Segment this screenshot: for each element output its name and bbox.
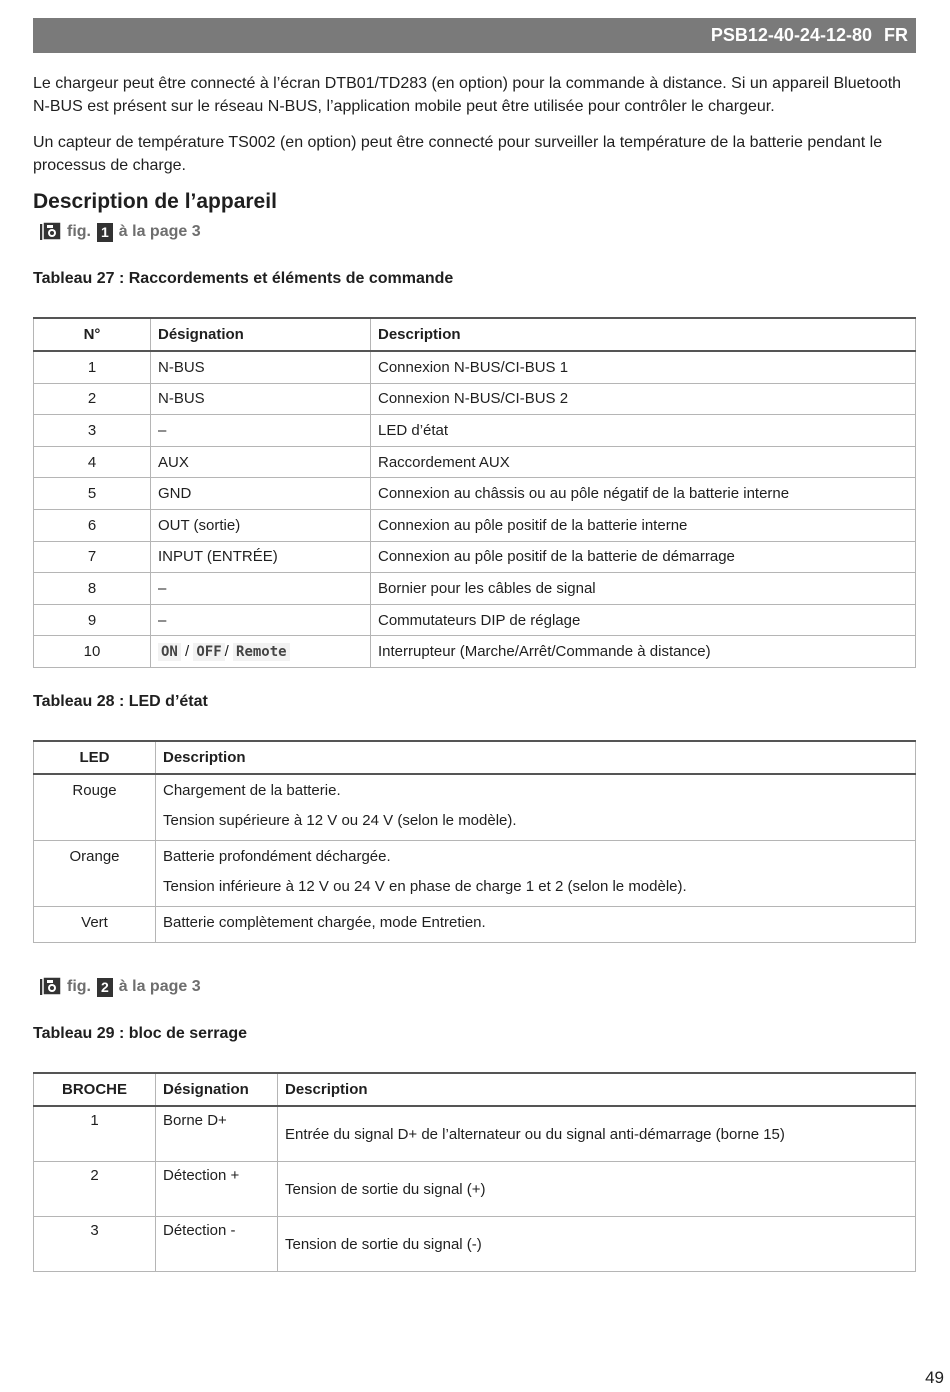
table-cell-designation: – [151,604,371,636]
table-cell-number: 3 [34,415,151,447]
table-cell-number: 10 [34,636,151,668]
table-cell-pin: 1 [34,1106,156,1162]
table-cell-number: 2 [34,383,151,415]
table-row [34,1106,916,1162]
table-28-caption: Tableau 28 : LED d’état [33,693,208,710]
figure-number: 1 [97,223,113,242]
table-row [34,383,916,415]
table-cell-description: Connexion au châssis ou au pôle négatif de la batterie interne [371,478,916,510]
table-cell-description: Tension de sortie du signal (-) [278,1217,916,1272]
table-cell-description: Tension de sortie du signal (+) [278,1162,916,1217]
table-cell-description: Commutateurs DIP de réglage [371,604,916,636]
camera-icon [40,977,61,997]
table-cell-designation: AUX [151,446,371,478]
table-row [34,415,916,447]
table-27 [33,317,916,668]
table-cell-designation: – [151,415,371,447]
figure-prefix: fig. [67,223,91,240]
description-line: Batterie complètement chargée, mode Entretien. [163,914,486,931]
table-header-row [34,318,916,351]
figure-page-ref: à la page 3 [118,223,201,240]
column-header: Description [371,318,916,351]
table-27-caption: Tableau 27 : Raccordements et éléments de commande [33,270,454,287]
table-row [34,446,916,478]
figure-reference-1[interactable] [40,221,201,243]
column-header: Description [278,1073,916,1106]
table-cell-led: Orange [34,841,156,907]
table-29 [33,1072,916,1272]
table-cell-description: Connexion au pôle positif de la batterie interne [371,509,916,541]
table-row [34,774,916,841]
table-28 [33,740,916,943]
page-number: 49 [925,1368,944,1387]
table-cell-number: 9 [34,604,151,636]
table-cell-description [156,774,916,841]
column-header: N° [34,318,151,351]
separator: / [180,643,194,661]
table-row [34,1162,916,1217]
table-cell-description: Connexion au pôle positif de la batterie de démarrage [371,541,916,573]
table-header-row [34,741,916,774]
table-row [34,1217,916,1272]
intro-paragraph-1: Le chargeur peut être connecté à l’écran DTB01/TD283 (en option) pour la commande à distance. Si un appareil Bluetooth N-BUS est présent sur le réseau N-BUS, l’application mobile peut être utilisée pour contrôler le chargeur. [33,75,902,115]
table-cell-description: Entrée du signal D+ de l’alternateur ou du signal anti-démarrage (borne 15) [278,1106,916,1162]
figure-reference-2[interactable] [40,976,201,998]
table-cell-description: Raccordement AUX [371,446,916,478]
table-row [34,478,916,510]
table-cell-description [156,907,916,943]
table-29-caption: Tableau 29 : bloc de serrage [33,1025,248,1042]
camera-icon [40,222,61,242]
switch-off-label: OFF [193,643,224,661]
table-cell-number: 7 [34,541,151,573]
table-cell-designation: Détection + [156,1162,278,1217]
table-cell-designation: N-BUS [151,351,371,383]
column-header: Désignation [156,1073,278,1106]
table-row [34,907,916,943]
language-code: FR [884,25,908,45]
table-row [34,841,916,907]
figure-number: 2 [97,978,113,997]
description-line: Tension inférieure à 12 V ou 24 V en phase de charge 1 et 2 (selon le modèle). [163,878,687,895]
section-title: Description de l’appareil [33,190,277,213]
table-cell-designation: GND [151,478,371,510]
figure-page-ref: à la page 3 [118,978,201,995]
table-cell-designation: – [151,573,371,605]
table-cell-designation: INPUT (ENTRÉE) [151,541,371,573]
table-cell-led: Rouge [34,774,156,841]
description-line: Tension supérieure à 12 V ou 24 V (selon le modèle). [163,812,517,829]
table-cell-designation [151,636,371,668]
table-row [34,541,916,573]
model-number: PSB12-40-24-12-80 [710,25,872,45]
table-row [34,351,916,383]
table-cell-designation: Détection - [156,1217,278,1272]
table-cell-description [156,841,916,907]
table-cell-designation: OUT (sortie) [151,509,371,541]
table-row [34,604,916,636]
table-cell-description: Interrupteur (Marche/Arrêt/Commande à distance) [371,636,916,668]
table-cell-description: Connexion N-BUS/CI-BUS 2 [371,383,916,415]
column-header: Désignation [151,318,371,351]
table-cell-number: 8 [34,573,151,605]
description-line: Chargement de la batterie. [163,782,341,799]
table-cell-designation: Borne D+ [156,1106,278,1162]
column-header: Description [156,741,916,774]
table-cell-pin: 3 [34,1217,156,1272]
table-cell-designation: N-BUS [151,383,371,415]
table-cell-number: 6 [34,509,151,541]
table-cell-description: Connexion N-BUS/CI-BUS 1 [371,351,916,383]
table-cell-description: Bornier pour les câbles de signal [371,573,916,605]
table-row [34,636,916,668]
table-header-row [34,1073,916,1106]
figure-prefix: fig. [67,978,91,995]
switch-remote-label: Remote [233,643,290,661]
column-header: BROCHE [34,1073,156,1106]
table-cell-pin: 2 [34,1162,156,1217]
page-header [33,18,916,53]
column-header: LED [34,741,156,774]
separator: / [224,643,234,661]
table-cell-led: Vert [34,907,156,943]
table-cell-number: 4 [34,446,151,478]
table-cell-description: LED d’état [371,415,916,447]
table-cell-number: 1 [34,351,151,383]
table-cell-number: 5 [34,478,151,510]
table-row [34,509,916,541]
description-line: Batterie profondément déchargée. [163,848,391,865]
switch-on-label: ON [158,643,181,661]
intro-paragraph-2: Un capteur de température TS002 (en option) peut être connecté pour surveiller la température de la batterie pendant le processus de charge. [33,134,883,174]
table-row [34,573,916,605]
